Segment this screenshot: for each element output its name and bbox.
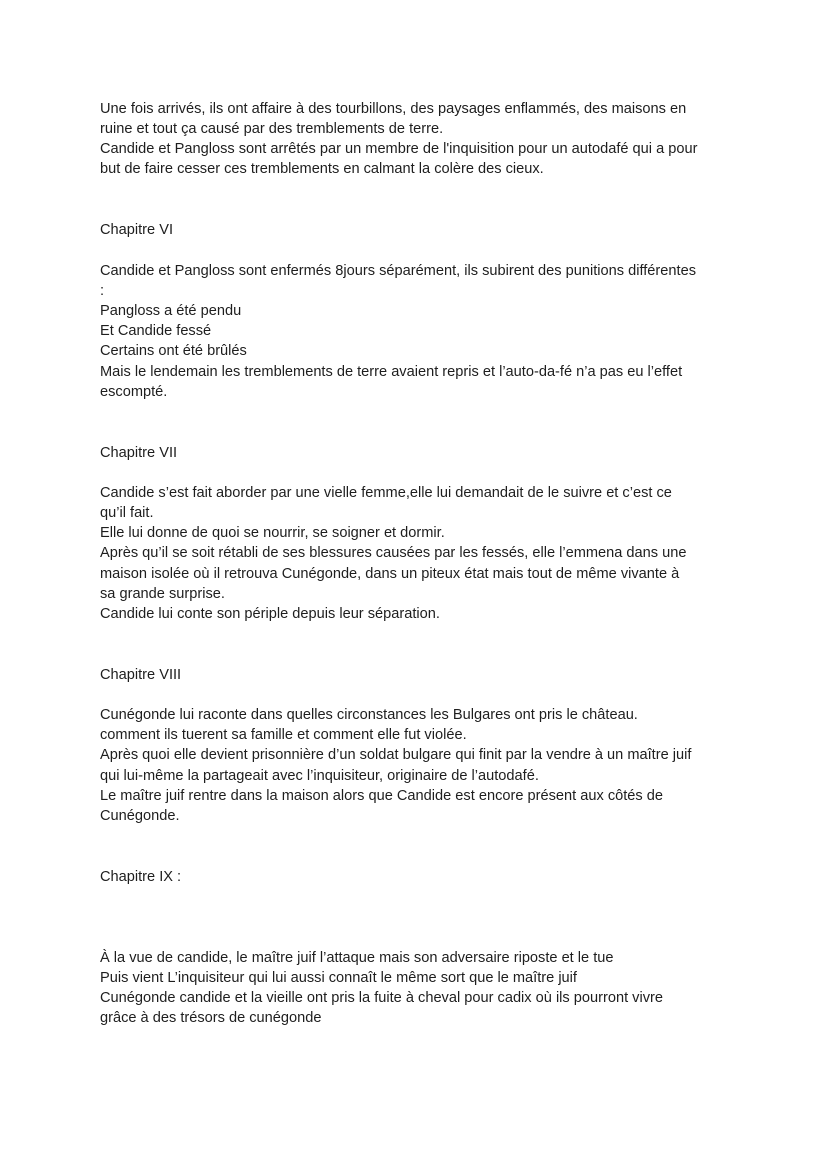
chapter-6-line: Mais le lendemain les tremblements de terre avaient repris et l’auto-da-fé n’a pas eu l’effet	[100, 364, 683, 380]
chapter-6-line: Et Candide fessé	[100, 323, 212, 339]
intro-line: Candide et Pangloss sont arrêtés par un membre de l'inquisition pour un autodafé qui a pour	[100, 141, 698, 157]
chapter-6-line: Pangloss a été pendu	[100, 303, 242, 319]
chapter-8-line: comment ils tuerent sa famille et comment elle fut violée.	[100, 727, 467, 743]
chapter-8-line: qui lui-même la partageait avec l’inquisiteur, originaire de l’autodafé.	[100, 768, 539, 784]
chapter-6-line: :	[100, 283, 105, 299]
chapter-7-line: Elle lui donne de quoi se nourrir, se soigner et dormir.	[100, 525, 445, 541]
chapter-9-line: Cunégonde candide et la vieille ont pris la fuite à cheval pour cadix où ils pourront vivre	[100, 990, 663, 1006]
chapter-6-title: Chapitre VI	[100, 222, 174, 238]
chapter-6-line: Candide et Pangloss sont enfermés 8jours séparément, ils subirent des punitions différentes	[100, 263, 696, 279]
chapter-6-line: escompté.	[100, 384, 168, 400]
chapter-8-title: Chapitre VIII	[100, 667, 182, 683]
chapter-7-line: maison isolée où il retrouva Cunégonde, dans un piteux état mais tout de même vivante à	[100, 566, 680, 582]
chapter-9-line: Puis vient L’inquisiteur qui lui aussi connaît le même sort que le maître juif	[100, 970, 577, 986]
chapter-8-line: Le maître juif rentre dans la maison alors que Candide est encore présent aux côtés de	[100, 788, 663, 804]
chapter-7-line: Candide lui conte son périple depuis leur séparation.	[100, 606, 440, 622]
chapter-7-line: Après qu’il se soit rétabli de ses blessures causées par les fessés, elle l’emmena dans une	[100, 545, 687, 561]
chapter-7-line: Candide s’est fait aborder par une vielle femme,elle lui demandait de le suivre et c’est ce	[100, 485, 672, 501]
intro-line: Une fois arrivés, ils ont affaire à des tourbillons, des paysages enflammés, des maisons en	[100, 101, 687, 117]
chapter-9-line: À la vue de candide, le maître juif l’attaque mais son adversaire riposte et le tue	[100, 950, 614, 966]
intro-line: but de faire cesser ces tremblements en calmant la colère des cieux.	[100, 161, 544, 177]
chapter-7-line: qu’il fait.	[100, 505, 154, 521]
chapter-9-title: Chapitre IX :	[100, 869, 182, 885]
chapter-9-line: grâce à des trésors de cunégonde	[100, 1010, 322, 1026]
chapter-7-title: Chapitre VII	[100, 445, 178, 461]
chapter-8-line: Cunégonde.	[100, 808, 180, 824]
chapter-8-line: Après quoi elle devient prisonnière d’un soldat bulgare qui finit par la vendre à un maître juif	[100, 747, 692, 763]
chapter-7-line: sa grande surprise.	[100, 586, 225, 602]
intro-line: ruine et tout ça causé par des tremblements de terre.	[100, 121, 444, 137]
chapter-8-line: Cunégonde lui raconte dans quelles circonstances les Bulgares ont pris le château.	[100, 707, 638, 723]
chapter-6-line: Certains ont été brûlés	[100, 343, 247, 359]
